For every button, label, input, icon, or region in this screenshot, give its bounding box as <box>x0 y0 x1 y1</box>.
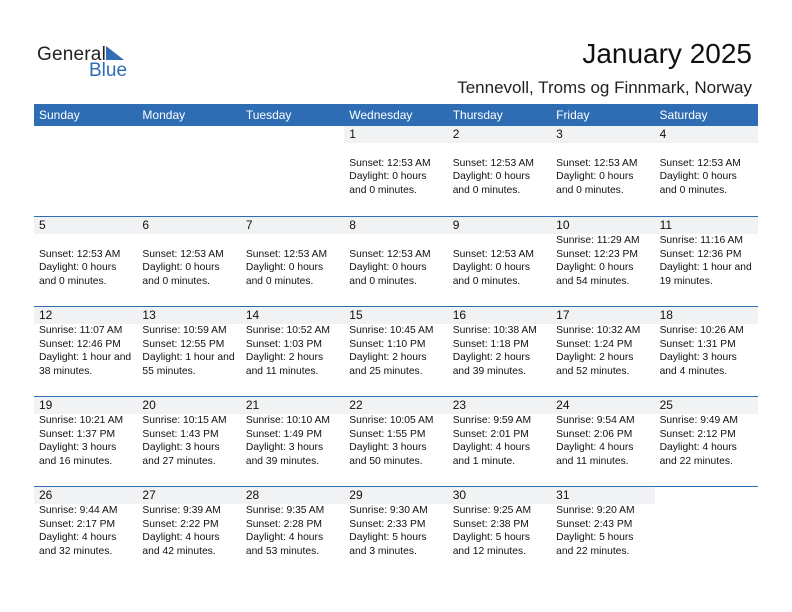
day-cell <box>137 216 240 306</box>
day-number: 28 <box>241 487 344 504</box>
sun-info-line: and 32 minutes. <box>39 545 113 557</box>
sun-info-line: Sunset: 1:37 PM <box>39 428 116 440</box>
day-cell <box>448 306 551 396</box>
day-number: 19 <box>34 397 137 414</box>
day-number: 24 <box>551 397 654 414</box>
weekday-tuesday: Tuesday <box>245 108 292 122</box>
sun-info-line <box>39 234 137 248</box>
weekday-saturday: Saturday <box>659 108 708 122</box>
day-number: 30 <box>448 487 551 504</box>
day-number: 11 <box>655 217 758 234</box>
day-cell <box>34 306 137 396</box>
day-cell <box>137 306 240 396</box>
sun-info-line: Sunset: 1:10 PM <box>349 338 426 350</box>
week-row <box>34 486 758 576</box>
sun-info-line: Daylight: 4 hours <box>452 442 530 454</box>
sun-info-line: Sunset: 1:18 PM <box>452 338 529 350</box>
sun-info-line: Daylight: 3 hours <box>659 352 737 364</box>
sun-info-line: Sunrise: 9:39 AM <box>142 505 221 516</box>
sun-info-line: and 22 minutes. <box>556 545 630 557</box>
day-sun-info <box>551 504 654 558</box>
day-cell <box>655 216 758 306</box>
sun-info-line: Daylight: 3 hours <box>245 442 324 454</box>
day-sun-info <box>137 324 240 378</box>
sun-info-line: Sunset: 2:01 PM <box>452 428 529 440</box>
weekday-wednesday: Wednesday <box>349 108 413 122</box>
day-cell <box>34 216 137 306</box>
sun-info-line: and 0 minutes. <box>452 275 521 287</box>
day-cell <box>551 216 654 306</box>
day-number: 4 <box>655 126 758 143</box>
sun-info-line: Daylight: 0 hours <box>659 171 737 183</box>
sun-info-line: and 50 minutes. <box>349 455 423 467</box>
day-number: 27 <box>137 487 240 504</box>
day-cell <box>137 486 240 576</box>
sun-info-line: Sunset: 2:17 PM <box>39 518 116 530</box>
sun-info-line: Sunset: 12:55 PM <box>142 338 225 350</box>
sun-info-line: Sunset: 2:38 PM <box>452 518 529 530</box>
location-subtitle: Tennevoll, Troms og Finnmark, Norway <box>457 78 752 97</box>
sun-info-line: Daylight: 0 hours <box>452 171 530 183</box>
sun-info-line: Daylight: 3 hours <box>39 442 117 454</box>
sun-info-line: Sunset: 12:53 AM <box>556 157 638 169</box>
logo-word-general: General <box>37 44 106 65</box>
sun-info-line: and 25 minutes. <box>349 365 423 377</box>
day-sun-info <box>137 234 240 288</box>
day-number: 23 <box>448 397 551 414</box>
sun-info-line: Sunset: 1:24 PM <box>556 338 633 350</box>
sun-info-line: Sunrise: 11:16 AM <box>659 235 743 246</box>
day-cell <box>448 216 551 306</box>
weekday-header <box>34 104 758 126</box>
sun-info-line: Sunrise: 11:07 AM <box>39 325 123 336</box>
day-sun-info <box>241 504 344 558</box>
sun-info-line: Sunset: 2:22 PM <box>142 518 219 530</box>
day-number: 18 <box>655 307 758 324</box>
day-cell <box>241 306 344 396</box>
day-cell <box>241 216 344 306</box>
sun-info-line: Sunrise: 10:45 AM <box>349 325 434 336</box>
day-cell <box>34 126 137 216</box>
day-sun-info <box>551 234 654 288</box>
day-sun-info <box>241 234 344 288</box>
day-number: 7 <box>241 217 344 234</box>
day-number: 21 <box>241 397 344 414</box>
sun-info-line <box>556 143 654 157</box>
sun-info-line: and 0 minutes. <box>659 184 728 196</box>
sun-info-line: and 53 minutes. <box>245 545 320 557</box>
day-cell <box>655 126 758 216</box>
sun-info-line: Daylight: 4 hours <box>245 532 324 544</box>
day-number: 20 <box>137 397 240 414</box>
sun-info-line: Daylight: 0 hours <box>349 262 427 274</box>
day-number: 8 <box>344 217 447 234</box>
day-sun-info <box>34 414 137 468</box>
sun-info-line: and 0 minutes. <box>39 275 107 287</box>
day-cell <box>551 126 654 216</box>
sun-info-line <box>660 143 758 157</box>
sun-info-line: Sunset: 12:53 AM <box>349 157 431 169</box>
sun-info-line: Sunset: 12:53 AM <box>659 157 741 169</box>
sun-info-line: 38 minutes. <box>39 365 93 377</box>
day-cell <box>448 486 551 576</box>
sun-info-line <box>246 234 344 248</box>
day-cell <box>137 126 240 216</box>
day-number: 14 <box>241 307 344 324</box>
day-sun-info <box>448 324 551 378</box>
day-sun-info <box>344 504 447 558</box>
day-sun-info <box>241 414 344 468</box>
day-sun-info <box>34 324 137 378</box>
sun-info-line: Daylight: 0 hours <box>245 262 324 274</box>
sun-info-line: and 54 minutes. <box>556 275 630 287</box>
day-cell <box>344 306 447 396</box>
sun-info-line: and 0 minutes. <box>349 275 417 287</box>
sun-info-line: Daylight: 4 hours <box>142 532 220 544</box>
sun-info-line: Sunset: 2:12 PM <box>659 428 736 440</box>
sun-info-line <box>349 234 447 248</box>
sun-info-line: Sunset: 12:53 AM <box>452 248 534 260</box>
sun-info-line: Sunrise: 10:10 AM <box>245 415 330 426</box>
sun-info-line: and 22 minutes. <box>659 455 733 467</box>
sun-info-line: Sunset: 12:46 PM <box>39 338 121 350</box>
day-sun-info <box>655 414 758 468</box>
sun-info-line: and 0 minutes. <box>452 184 521 196</box>
week-row <box>34 216 758 306</box>
day-sun-info <box>344 143 447 197</box>
day-number: 6 <box>137 217 240 234</box>
sun-info-line: Daylight: 0 hours <box>556 171 634 183</box>
day-number: 3 <box>551 126 654 143</box>
day-sun-info <box>34 504 137 558</box>
sun-info-line: Sunrise: 9:59 AM <box>452 415 532 426</box>
sun-info-line: Sunrise: 9:20 AM <box>556 505 635 516</box>
sun-info-line: Sunset: 12:53 AM <box>349 248 431 260</box>
week-row <box>34 396 758 486</box>
day-sun-info <box>655 234 758 288</box>
sun-info-line: and 1 minute. <box>452 455 516 467</box>
day-number: 5 <box>34 217 137 234</box>
day-sun-info <box>551 324 654 378</box>
sun-info-line: Sunset: 1:43 PM <box>142 428 219 440</box>
sun-info-line: and 11 minutes. <box>245 365 319 377</box>
week-row <box>34 126 758 216</box>
sun-info-line <box>453 143 551 157</box>
sun-info-line: Daylight: 0 hours <box>556 262 634 274</box>
sun-info-line: Daylight: 0 hours <box>452 262 530 274</box>
weekday-sunday: Sunday <box>39 108 80 122</box>
week-row <box>34 306 758 396</box>
sun-info-line <box>453 234 551 248</box>
sun-info-line: and 0 minutes. <box>142 275 210 287</box>
page-title: January 2025 <box>582 38 752 69</box>
day-sun-info <box>344 234 447 288</box>
day-cell <box>551 486 654 576</box>
sun-info-line: and 4 minutes. <box>659 365 728 377</box>
day-cell <box>344 396 447 486</box>
day-sun-info <box>344 324 447 378</box>
weekday-thursday: Thursday <box>452 108 503 122</box>
sun-info-line: Daylight: 1 hour and <box>142 352 235 364</box>
sun-info-line: Sunset: 12:53 AM <box>452 157 534 169</box>
sun-info-line: Daylight: 2 hours <box>556 352 634 364</box>
sun-info-line: Daylight: 3 hours <box>349 442 427 454</box>
sun-info-line: Sunset: 1:55 PM <box>349 428 426 440</box>
sun-info-line: Sunset: 12:23 PM <box>556 248 638 260</box>
day-number: 17 <box>551 307 654 324</box>
sun-info-line: and 0 minutes. <box>349 184 417 196</box>
sun-info-line: 55 minutes. <box>142 365 196 377</box>
day-number: 15 <box>344 307 447 324</box>
sun-info-line <box>349 143 447 157</box>
sun-info-line: Daylight: 0 hours <box>39 262 117 274</box>
day-number: 12 <box>34 307 137 324</box>
day-cell <box>551 396 654 486</box>
sun-info-line: and 0 minutes. <box>556 184 624 196</box>
sun-info-line: Daylight: 2 hours <box>452 352 530 364</box>
day-sun-info <box>448 504 551 558</box>
day-number: 26 <box>34 487 137 504</box>
sun-info-line: Daylight: 1 hour and <box>39 352 132 364</box>
day-cell <box>34 486 137 576</box>
day-cell <box>448 126 551 216</box>
sun-info-line: Sunrise: 9:44 AM <box>39 505 118 516</box>
sun-info-line: and 3 minutes. <box>349 545 417 557</box>
day-cell <box>34 396 137 486</box>
day-sun-info <box>655 324 758 378</box>
day-sun-info <box>34 234 137 288</box>
sun-info-line: Daylight: 3 hours <box>142 442 220 454</box>
day-number: 29 <box>344 487 447 504</box>
sun-info-line: Sunset: 12:53 AM <box>142 248 224 260</box>
sun-info-line: and 42 minutes. <box>142 545 216 557</box>
day-cell <box>344 216 447 306</box>
day-cell <box>655 486 758 576</box>
sun-info-line: Sunrise: 10:32 AM <box>556 325 641 336</box>
day-cell <box>344 486 447 576</box>
sun-info-line: Sunset: 12:36 PM <box>659 248 742 260</box>
brand-logo <box>37 44 137 80</box>
sun-info-line: Daylight: 4 hours <box>659 442 737 454</box>
sun-info-line: Daylight: 1 hour and <box>659 262 752 274</box>
day-number: 25 <box>655 397 758 414</box>
sun-info-line: Sunrise: 10:21 AM <box>39 415 124 426</box>
weekday-friday: Friday <box>556 108 590 122</box>
weekday-monday: Monday <box>142 108 186 122</box>
day-sun-info <box>344 414 447 468</box>
sun-info-line: Sunrise: 11:29 AM <box>556 235 640 246</box>
sun-info-line: Sunrise: 9:35 AM <box>245 505 325 516</box>
sun-info-line: Sunrise: 10:52 AM <box>245 325 330 336</box>
calendar-grid <box>34 104 758 576</box>
day-sun-info <box>448 414 551 468</box>
day-number: 31 <box>551 487 654 504</box>
day-cell <box>448 396 551 486</box>
day-cell <box>137 396 240 486</box>
sun-info-line: Daylight: 4 hours <box>39 532 117 544</box>
sun-info-line: Sunrise: 9:25 AM <box>452 505 532 516</box>
day-cell <box>241 396 344 486</box>
sun-info-line: Daylight: 0 hours <box>142 262 220 274</box>
sun-info-line: Sunset: 1:49 PM <box>245 428 322 440</box>
day-number: 1 <box>344 126 447 143</box>
day-sun-info <box>241 324 344 378</box>
logo-word-blue: Blue <box>89 60 128 81</box>
sun-info-line: and 39 minutes. <box>245 455 320 467</box>
day-sun-info <box>448 143 551 197</box>
sun-info-line: 19 minutes. <box>659 275 713 287</box>
sun-info-line: Sunrise: 10:38 AM <box>452 325 537 336</box>
day-number: 13 <box>137 307 240 324</box>
sun-info-line: Daylight: 4 hours <box>556 442 634 454</box>
sun-info-line: and 12 minutes. <box>452 545 526 557</box>
sun-info-line: Sunrise: 9:54 AM <box>556 415 635 426</box>
sun-info-line: Sunset: 12:53 AM <box>245 248 328 260</box>
sun-info-line: Daylight: 0 hours <box>349 171 427 183</box>
sun-info-line: Daylight: 5 hours <box>556 532 634 544</box>
sun-info-line: Sunset: 12:53 AM <box>39 248 121 260</box>
sun-info-line: and 16 minutes. <box>39 455 113 467</box>
day-cell <box>344 126 447 216</box>
day-cell <box>655 396 758 486</box>
sun-info-line: Sunset: 1:03 PM <box>245 338 322 350</box>
sun-info-line: Daylight: 5 hours <box>349 532 427 544</box>
day-sun-info <box>137 504 240 558</box>
sun-info-line: Sunset: 1:31 PM <box>659 338 736 350</box>
sun-info-line: and 39 minutes. <box>452 365 526 377</box>
day-number: 22 <box>344 397 447 414</box>
sun-info-line: Sunset: 2:06 PM <box>556 428 633 440</box>
sun-info-line: Sunrise: 10:05 AM <box>349 415 434 426</box>
sun-info-line: and 0 minutes. <box>245 275 314 287</box>
day-sun-info <box>551 143 654 197</box>
sun-info-line: Daylight: 2 hours <box>245 352 324 364</box>
day-cell <box>241 126 344 216</box>
day-number: 16 <box>448 307 551 324</box>
sun-info-line: Sunset: 2:28 PM <box>245 518 322 530</box>
sun-info-line: and 11 minutes. <box>556 455 629 467</box>
day-sun-info <box>551 414 654 468</box>
sun-info-line: and 52 minutes. <box>556 365 630 377</box>
sun-info-line <box>142 234 240 248</box>
day-sun-info <box>448 234 551 288</box>
sun-info-line: Sunrise: 10:15 AM <box>142 415 227 426</box>
sun-info-line: Sunrise: 9:30 AM <box>349 505 428 516</box>
day-sun-info <box>655 143 758 197</box>
day-cell <box>551 306 654 396</box>
day-number: 2 <box>448 126 551 143</box>
sun-info-line: Sunset: 2:43 PM <box>556 518 633 530</box>
sun-info-line: Sunrise: 10:26 AM <box>659 325 744 336</box>
day-number: 9 <box>448 217 551 234</box>
day-sun-info <box>137 414 240 468</box>
sun-info-line: and 27 minutes. <box>142 455 216 467</box>
day-cell <box>655 306 758 396</box>
weeks-container <box>34 126 758 576</box>
day-number: 10 <box>551 217 654 234</box>
sun-info-line: Daylight: 5 hours <box>452 532 530 544</box>
sun-info-line: Sunrise: 9:49 AM <box>659 415 738 426</box>
sun-info-line: Daylight: 2 hours <box>349 352 427 364</box>
sun-info-line: Sunset: 2:33 PM <box>349 518 426 530</box>
sun-info-line: Sunrise: 10:59 AM <box>142 325 227 336</box>
day-cell <box>241 486 344 576</box>
